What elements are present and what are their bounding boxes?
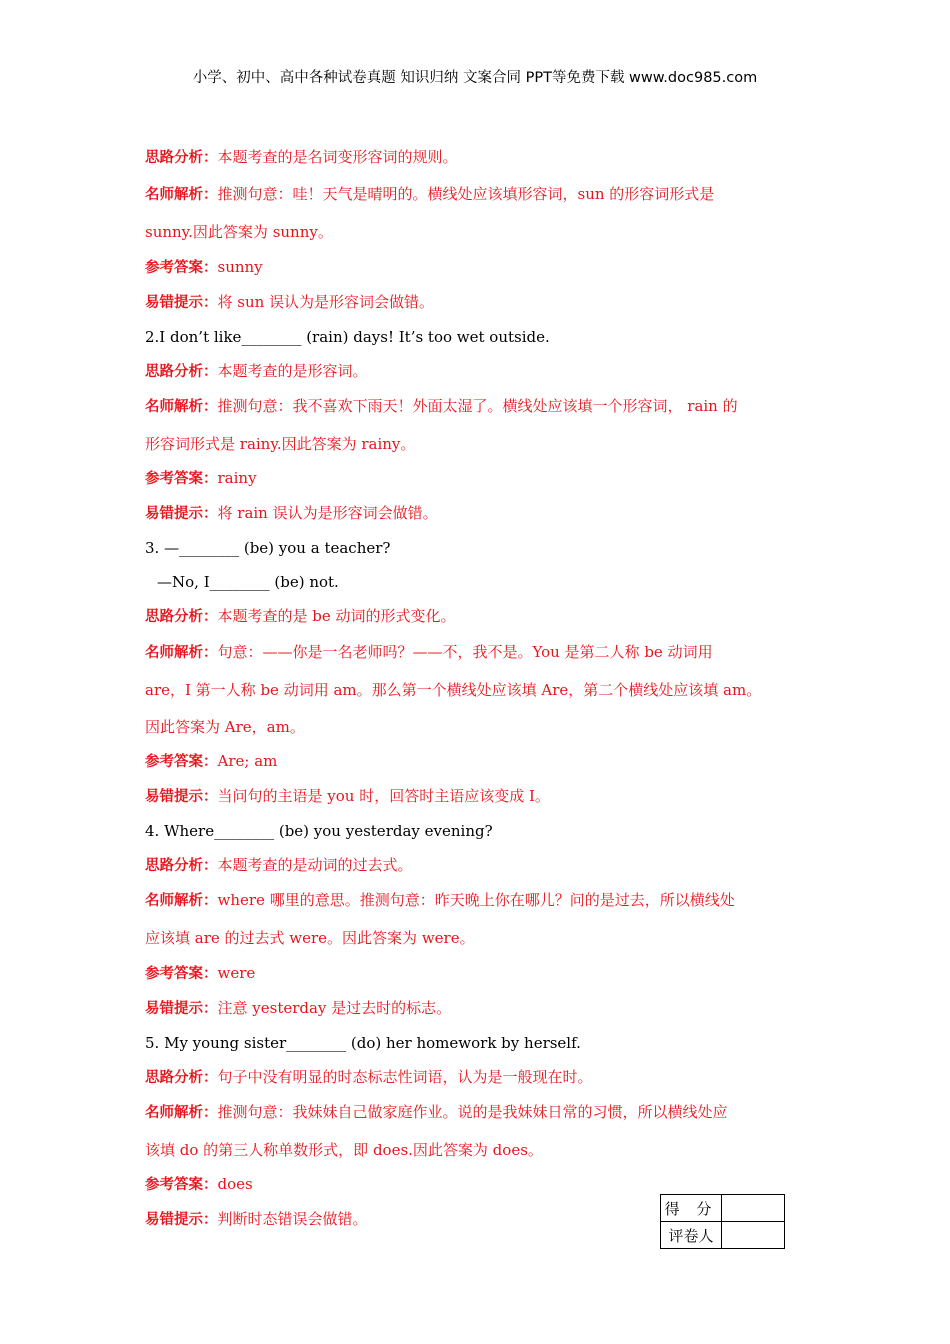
q3-teacher: 名师解析：句意：——你是一名老师吗？——不，我不是。You 是第二人称 be 动词用: [145, 643, 713, 661]
answer-label: 参考答案：: [145, 260, 218, 276]
score-box: [660, 1194, 785, 1249]
q4-teacher-cont: 应该填 are 的过去式 were。因此答案为 were。: [145, 929, 475, 947]
q2-teacher: 名师解析：推测句意：我不喜欢下雨天！外面太湿了。横线处应该填一个形容词， rain 的: [145, 397, 738, 415]
q5-analysis: 思路分析：句子中没有明显的时态标志性词语，认为是一般现在时。: [145, 1068, 593, 1086]
q5-teacher: 名师解析：推测句意：我妹妹自己做家庭作业。说的是我妹妹日常的习惯，所以横线处应: [145, 1103, 728, 1121]
score-cell: [722, 1195, 785, 1222]
q3-tip: 易错提示：当问句的主语是 you 时，回答时主语应该变成 I。: [145, 787, 550, 805]
q3-teacher-cont: are，I 第一人称 be 动词用 am。那么第一个横线处应该填 Are，第二个横线处应该填 am。: [145, 681, 762, 699]
grader-cell: [722, 1222, 785, 1249]
q2-answer: 参考答案：rainy: [145, 469, 257, 487]
q2-teacher-cont: 形容词形式是 rainy.因此答案为 rainy。: [145, 435, 416, 453]
teacher-label: 名师解析：: [145, 893, 218, 909]
tip-label: 易错提示：: [145, 789, 218, 805]
q1-tip: 易错提示：将 sun 误认为是形容词会做错。: [145, 293, 435, 311]
q5-question: 5. My young sister________ (do) her homework by herself.: [145, 1034, 581, 1052]
q3-question-a: 3. —________ (be) you a teacher?: [145, 539, 391, 557]
teacher-label: 名师解析：: [145, 187, 218, 203]
q4-tip: 易错提示：注意 yesterday 是过去时的标志。: [145, 999, 452, 1017]
q2-question: 2.I don’t like________ (rain) days! It’s too wet outside.: [145, 328, 550, 346]
answer-label: 参考答案：: [145, 966, 218, 982]
teacher-label: 名师解析：: [145, 645, 218, 661]
analysis-label: 思路分析：: [145, 858, 218, 874]
answer-label: 参考答案：: [145, 471, 218, 487]
answer-label: 参考答案：: [145, 754, 218, 770]
score-row: [661, 1195, 785, 1222]
q3-question-b: —No, I________ (be) not.: [157, 573, 339, 591]
q1-answer: 参考答案：sunny: [145, 258, 263, 276]
q1-teacher: 名师解析：推测句意：哇！天气是晴明的。横线处应该填形容词，sun 的形容词形式是: [145, 185, 715, 203]
teacher-label: 名师解析：: [145, 399, 218, 415]
grader-label: 评卷人: [661, 1222, 722, 1249]
score-label: 得 分: [661, 1195, 722, 1222]
q4-teacher: 名师解析：where 哪里的意思。推测句意：昨天晚上你在哪儿？问的是过去，所以横线处: [145, 891, 735, 909]
q5-tip: 易错提示：判断时态错误会做错。: [145, 1210, 368, 1228]
tip-label: 易错提示：: [145, 1212, 218, 1228]
tip-label: 易错提示：: [145, 506, 218, 522]
answer-label: 参考答案：: [145, 1177, 218, 1193]
q3-answer: 参考答案：Are; am: [145, 752, 278, 770]
tip-label: 易错提示：: [145, 295, 218, 311]
q2-analysis: 思路分析：本题考查的是形容词。: [145, 362, 368, 380]
tip-label: 易错提示：: [145, 1001, 218, 1017]
q5-answer: 参考答案：does: [145, 1175, 253, 1193]
q1-analysis: 思路分析：本题考查的是名词变形容词的规则。: [145, 148, 458, 166]
document-body: [145, 146, 811, 1231]
q4-analysis: 思路分析：本题考查的是动词的过去式。: [145, 856, 413, 874]
q3-teacher-cont2: 因此答案为 Are，am。: [145, 718, 305, 736]
page-header: 小学、初中、高中各种试卷真题 知识归纳 文案合同 PPT等免费下载 www.doc985.com: [192, 70, 758, 86]
q5-teacher-cont: 该填 do 的第三人称单数形式，即 does.因此答案为 does。: [145, 1141, 543, 1159]
q2-tip: 易错提示：将 rain 误认为是形容词会做错。: [145, 504, 438, 522]
analysis-label: 思路分析：: [145, 364, 218, 380]
grader-row: [661, 1222, 785, 1249]
analysis-label: 思路分析：: [145, 1070, 218, 1086]
q4-question: 4. Where________ (be) you yesterday evening?: [145, 822, 493, 840]
analysis-label: 思路分析：: [145, 150, 218, 166]
analysis-label: 思路分析：: [145, 609, 218, 625]
q3-analysis: 思路分析：本题考查的是 be 动词的形式变化。: [145, 607, 456, 625]
q1-teacher-cont: sunny.因此答案为 sunny。: [145, 223, 333, 241]
q4-answer: 参考答案：were: [145, 964, 256, 982]
teacher-label: 名师解析：: [145, 1105, 218, 1121]
